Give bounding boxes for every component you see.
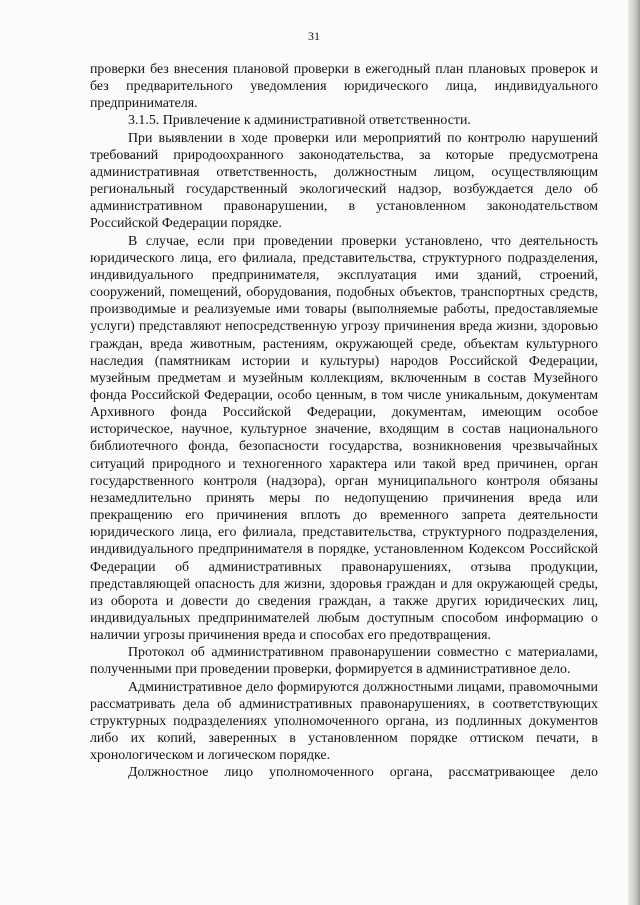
paragraph: Протокол об административном правонарушении совместно с материалами, полученными при проведении проверки, формируется в административное дело. (90, 645, 598, 678)
paragraph: При выявлении в ходе проверки или мероприятий по контролю нарушений требований природоохранного законодательства, за которые предусмотрена административная ответственность, должностным лицом, осуществляющим региональный государственный экологический надзор, возбуждается дело об административном правонарушении, в установленном законодательством Российской Федерации порядке. (90, 130, 598, 232)
page-number: 31 (308, 29, 320, 43)
paragraph: В случае, если при проведении проверки установлено, что деятельность юридического лица, его филиала, представительства, структурного подразделения, индивидуального предпринимателя, эксплуатация ими зданий, строений, сооружений, помещений, оборудования, подобных объектов, транспортных средств, производимые и реализуемые ими товары (выполняемые работы, предоставляемые услуги) представляют непосредственную угрозу причинения вреда жизни, здоровью граждан, вреда животным, растениям, окружающей среде, объектам культурного наследия (памятникам истории и культуры) народов Российской Федерации, музейным предметам и музейным коллекциям, включенным в состав Музейного фонда Российской Федерации, особо ценным, в том числе уникальным, документам Архивного фонда Российской Федерации, документам, имеющим особое историческое, научное, культурное значение, входящим в состав национального библиотечного фонда, безопасности государства, возникновения чрезвычайных ситуаций природного и техногенного характера или такой вред причинен, орган государственного контроля (надзора), орган муниципального контроля обязаны незамедлительно принять меры по недопущению причинения вреда или прекращению его причинения вплоть до временного запрета деятельности юридического лица, его филиала, представительства, структурного подразделения, индивидуального предпринимателя в порядке, установленном Кодексом Российской Федерации об административных правонарушениях, отзыва продукции, представляющей опасность для жизни, здоровья граждан и для окружающей среды, из оборота и довести до сведения граждан, а также других юридических лиц, индивидуальных предпринимателей любым доступным способом информацию о наличии угрозы причинения вреда и способах его предотвращения. (90, 233, 598, 644)
paragraph: Административное дело формируются должностными лицами, правомочными рассматривать дела об административных правонарушениях, в соответствующих структурных подразделениях уполномоченного органа, из подлинных документов либо их копий, заверенных в установленном порядке оттиском печати, в хронологическом и логическом порядке. (90, 679, 598, 764)
paragraph: Должностное лицо уполномоченного органа, рассматривающее дело (128, 765, 598, 781)
document-body (90, 61, 598, 782)
paragraph-continuation: проверки без внесения плановой проверки в ежегодный план плановых проверок и без предварительного уведомления юридического лица, индивидуального предпринимателя. (90, 62, 598, 112)
section-heading: 3.1.5. Привлечение к административной ответственности. (128, 113, 471, 129)
scan-edge-shadow (628, 0, 640, 905)
